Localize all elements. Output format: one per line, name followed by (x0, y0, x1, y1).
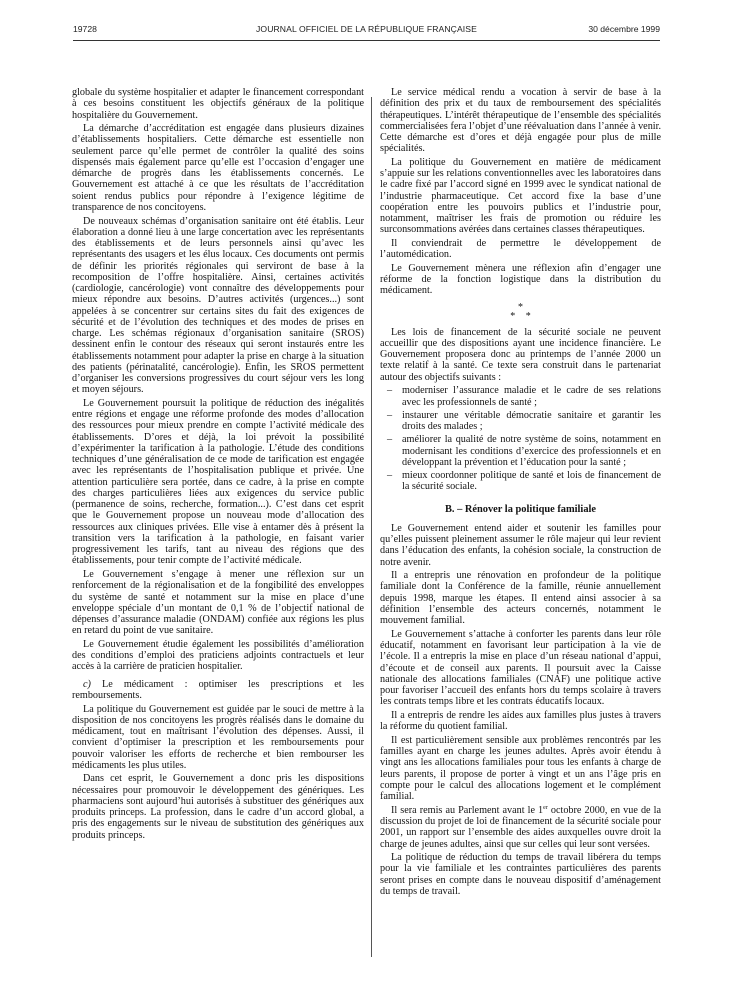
asterism-top: * (518, 301, 523, 313)
right-column (380, 87, 661, 900)
list-item: – instaurer une véritable démocratie sanitaire et garantir les droits des malades ; (387, 409, 661, 433)
header-rule (73, 40, 660, 41)
dash-bullet: – (387, 409, 393, 421)
dash-bullet: – (387, 385, 393, 397)
paragraph: Il a entrepris une rénovation en profondeur de la politique familiale dont la Conférence de la famille, réunie annuellement depuis 1998, marque les étapes. Il entend ainsi associer à sa définition l’ensemble des acteurs concernés, notamment le mouvement familial. (380, 570, 661, 627)
list-item: – améliorer la qualité de notre système de soins, notamment en modernisant les conditions d’exercice des professionnels et en développant la prévention et l’éducation pour la santé ; (387, 434, 661, 468)
paragraph: La démarche d’accréditation est engagée dans plusieurs dizaines d’établissements hospitaliers. Cette démarche est essentielle non seulement parce qu’elle permet de contrôler la qualité des soins dispensés mais également parce qu’elle est l’occasion d’engager une démarche de progrès dans les établissements concernés. Le Gouvernement est attaché à ce que les résultats de l’accréditation soient rendus publics pour répondre à l’exigence légitime de transparence de nos concitoyens. (72, 123, 364, 213)
paragraph: La politique du Gouvernement est guidée par le souci de mettre à la disposition de nos concitoyens les progrès réalisés dans le domaine du médicament, tout en maîtrisant l’évolution des dépenses. Aussi, il convient d’optimiser la prescription et les remboursements pour pouvoir valoriser les efforts de recherche et bien rembourser les médicaments les plus utiles. (72, 703, 364, 771)
left-column (72, 87, 364, 843)
paragraph: Le Gouvernement s’engage à mener une réflexion sur un renforcement de la régionalisation et de la fongibilité des enveloppes du système de santé et notamment sur la mise en place d’une enveloppe spéciale d’un montant de 0,1 % de l’objectif national de dépenses d’assurance maladie (ONDAM) confiée aux régions les plus en retard du point de vue sanitaire. (72, 569, 364, 637)
page-number: 19728 (73, 24, 97, 34)
paragraph: De nouveaux schémas d’organisation sanitaire ont été établis. Leur élaboration a donné lieu à une large concertation avec les représentants des établissements et de leurs personnels ainsi qu’avec les représentants des usagers et les élus locaux. Ces documents ont permis de définir les priorités régionales qui serviront de base à la recomposition de l’offre hospitalière. Ainsi, certaines activités (cardiologie, cancérologie) vont connaître des développements pour mieux répondre aux besoins. D’autres activités (urgences...) sont appelées à se concentrer sur certains sites du fait des exigences de sécurité et de l’évolution des techniques et des modes de prises en charge. Les schémas régionaux d’organisation sanitaire (SROS) dessinent enfin le contour des réseaux qui seront instaurés entre les établissements notamment pour adapter la prise en charge à la situation des patients (périnatalité, cancérologie). Enfin, les SROS permettent d’organiser les conversions progressives du court séjour vers les long et moyen séjours. (72, 215, 364, 396)
paragraph: La politique de réduction du temps de travail libérera du temps pour la vie familiale et les contraintes particulières des parents seront prises en compte dans le nouveau dispositif d’aménagement du temps de travail. (380, 852, 661, 897)
paragraph: Le Gouvernement mènera une réflexion afin d’engager une réforme de la fonction logistique dans la distribution du médicament. (380, 262, 661, 297)
journal-title: JOURNAL OFFICIEL DE LA RÉPUBLIQUE FRANÇAISE (256, 24, 477, 34)
asterism-separator (380, 303, 661, 321)
subsection-title: Le médicament : optimiser les prescriptions et les remboursements. (72, 678, 364, 701)
paragraph: Il conviendrait de permettre le développement de l’automédication. (380, 238, 661, 261)
dash-bullet: – (387, 470, 393, 482)
paragraph: globale du système hospitalier et adapter le financement correspondant à ces besoins constituent les objectifs généraux de la politique hospitalière du Gouvernement. (72, 87, 364, 121)
issue-date: 30 décembre 1999 (588, 24, 660, 34)
paragraph: Le Gouvernement s’attache à conforter les parents dans leur rôle éducatif, notamment en favorisant leur participation à la vie de l’école. Il a entrepris la mise en place d’un réseau national d’appui, d’écoute et de conseil aux parents. Il poursuit avec la Caisse nationale des allocations familiales (CNAF) une politique active pour favoriser l’accueil des enfants hors du temps scolaire à travers les contrats temps libre et les contrats éducatifs locaux. (380, 628, 661, 708)
section-heading: B. – Rénover la politique familiale (444, 503, 597, 515)
dash-bullet: – (387, 434, 393, 446)
paragraph: Le service médical rendu a vocation à servir de base à la définition des prix et du taux de remboursement des spécialités thérapeutiques. L’intérêt thérapeutique de l’ensemble des spécialités commercialisées fera l’objet d’une réévaluation dans l’année à venir. Cette démarche est d’ores et déjà engagée pour plus de mille spécialités. (380, 87, 661, 155)
paragraph: Le Gouvernement poursuit la politique de réduction des inégalités entre régions et engage une réforme profonde des modes d’allocation des ressources pour mieux prendre en compte l’activité médicale des établissements. D’ores et déjà, la loi prévoit la possibilité d’expérimenter la tarification à la pathologie. L’étude des conditions techniques d’une généralisation de ce mode de tarification est engagée avec les représentants de l’hospitalisation publique et privée. Une attention particulière sera portée, dans ce cadre, à la prise en compte des charges particulières liées aux exigences du service public (permanence de soins, recherche, formation...). C’est dans cet esprit que le Gouvernement propose un nouveau mode d’allocation des ressources aux cliniques privées. Elle vise à entamer dès à présent la transition vers la tarification à la pathologie, en faisant varier progressivement les tarifs, tant au niveau des régions que des établissements, pour tenir compte de l’activité médicale. (72, 397, 364, 567)
paragraph: Il sera remis au Parlement avant le 1er octobre 2000, en vue de la discussion du projet de loi de financement de la sécurité sociale pour 2001, un rapport sur l’ensemble des aides auxquelles ouvre droit la charge de jeunes adultes, ainsi que sur celles qui leur sont versées. (380, 804, 661, 850)
list-item: – moderniser l’assurance maladie et le cadre de ses relations avec les professionnels de santé ; (387, 385, 661, 408)
paragraph: Les lois de financement de la sécurité sociale ne peuvent accueillir que des dispositions ayant une incidence financière. Le Gouvernement proposera donc au printemps de l’année 2000 un texte relatif à la santé. Ce texte sera construit dans le partenariat autour des objectifs suivants : (380, 326, 661, 383)
objectives-list (380, 385, 661, 492)
column-divider (371, 97, 372, 957)
paragraph: Le Gouvernement étudie également les possibilités d’amélioration des conditions d’emploi des praticiens adjoints contractuels et leur accès à la carrière de praticien hospitalier. (72, 638, 364, 673)
subsection-label: c) (83, 678, 91, 690)
page-header (73, 24, 660, 38)
subsection-heading (72, 679, 364, 702)
paragraph: Le Gouvernement entend aider et soutenir les familles pour qu’elles puissent pleinement assumer le rôle majeur qui leur revient dans l’éducation des enfants, la cohésion sociale, la construction de notre avenir. (380, 522, 661, 568)
paragraph: La politique du Gouvernement en matière de médicament s’appuie sur les relations conventionnelles avec les laboratoires dans le cadre fixé par l’accord signé en 1999 avec le syndicat national de l’industrie pharmaceutique. Cet accord fixe la base d’une coopération entre les pouvoirs publics et l’industrie pour, notamment, maîtriser les frais de promotion ou réduire les surconsommations avérées dans certaines classes thérapeutiques. (380, 156, 661, 236)
paragraph: Il a entrepris de rendre les aides aux familles plus justes à travers la réforme du quotient familial. (380, 709, 661, 733)
paragraph: Il est particulièrement sensible aux problèmes rencontrés par les familles ayant en charge les jeunes adultes. Après avoir étendu à vingt ans les allocations familiales pour tous les enfants à charge de leurs parents, il propose de porter à vingt et un ans l’âge pris en compte pour le calcul des allocations logement et le complément familial. (380, 734, 661, 803)
list-item: – mieux coordonner politique de santé et lois de financement de la sécurité sociale. (387, 470, 661, 493)
paragraph: Dans cet esprit, le Gouvernement a donc pris les dispositions nécessaires pour promouvoir le développement des génériques. Les pharmaciens sont aujourd’hui autorisés à substituer des génériques aux produits princeps. La profession, dans le cadre d’un accord global, a pris des engagements sur le niveau de substitution des génériques aux produits princeps. (72, 773, 364, 841)
asterism-bottom: * * (510, 310, 531, 322)
